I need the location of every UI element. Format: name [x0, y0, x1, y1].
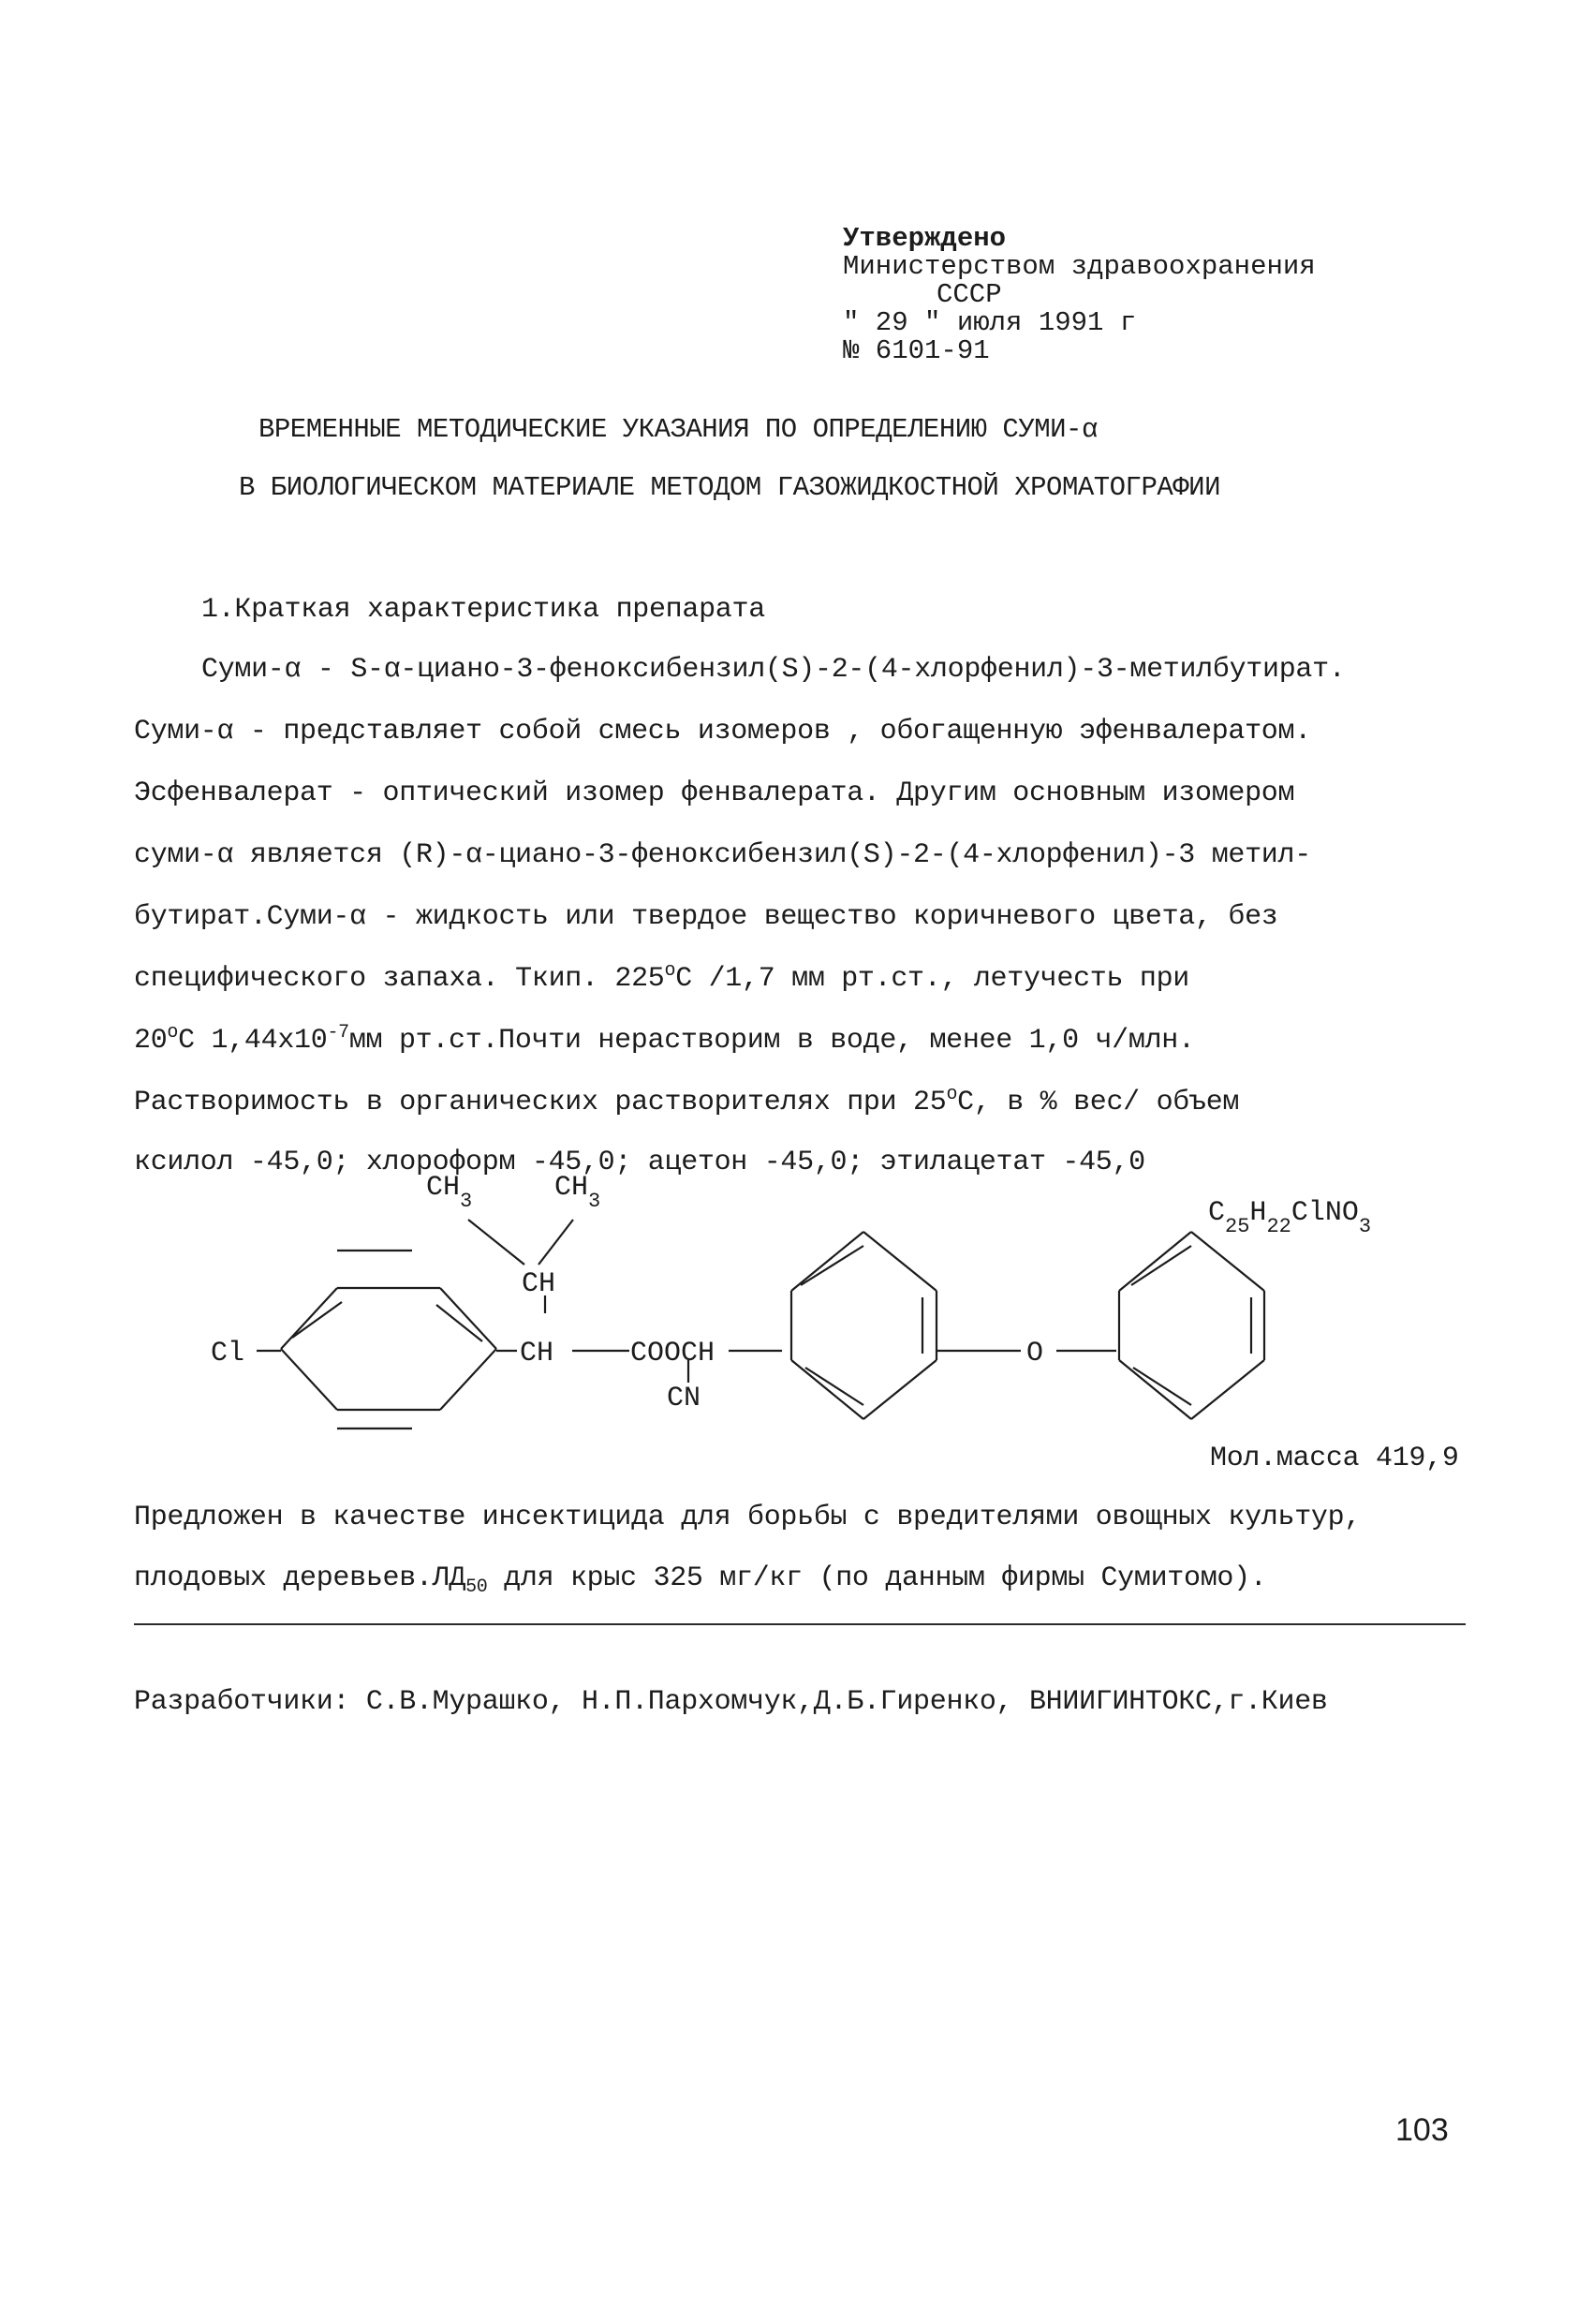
body-line-3: Эсфенвалерат - оптический изомер фенвалерата. Другим основным изомером — [134, 777, 1295, 809]
ch3-right-label: $CH_3$ — [554, 1172, 601, 1213]
body-line-4: суми-α является (R)-α-циано-3-феноксибензил(S)-2-(4-хлорфенил)-3 метил- — [134, 839, 1311, 871]
body-line-1: Суми-α - S-α-циано-3-феноксибензил(S)-2-(4-хлорфенил)-3-метилбутират. — [201, 654, 1346, 686]
ch-chain-label: CH — [520, 1338, 554, 1369]
page-number: 103 — [1395, 2112, 1449, 2148]
o-label: O — [1026, 1338, 1044, 1369]
page-title-line-1: ВРЕМЕННЫЕ МЕТОДИЧЕСКИЕ УКАЗАНИЯ ПО ОПРЕДЕЛЕНИЮ СУМИ-α — [258, 414, 1098, 445]
developers: Разработчики: С.В.Мурашко, Н.П.Пархомчук,Д.Б.Гиренко, ВНИИГИНТОКС,г.Киев — [134, 1686, 1328, 1718]
body-line-7: 20$^o$С $1,44х10^{-7}мм$ рт.ст.Почти нерастворим в воде, менее 1,0 ч/млн. — [134, 1022, 1195, 1057]
approval-line-3: СССР — [937, 279, 1002, 310]
body-line-2: Суми-α - представляет собой смесь изомеров , обогащенную эфенвалератом. — [134, 716, 1311, 748]
approval-line-5: № 6101-91 — [843, 335, 990, 366]
usage-line-1: Предложен в качестве инсектицида для борьбы с вредителями овощных культур, — [134, 1502, 1362, 1533]
approval-line-4: " 29 " июля 1991 г — [843, 307, 1137, 338]
mol-mass: Мол.масса 419,9 — [1210, 1443, 1459, 1474]
approval-line-1: Утверждено — [843, 223, 1007, 254]
body-line-9: ксилол -45,0; хлороформ -45,0; ацетон -45,0; этилацетат -45,0 — [134, 1147, 1145, 1178]
cooch-label: COOCH — [630, 1338, 715, 1369]
approval-line-2: Министерством здравоохранения — [843, 251, 1316, 282]
body-line-6: специфического запаха. Ткип. 225$^o$С /1,7 мм рт.ст., летучесть при — [134, 960, 1189, 995]
cn-label: CN — [667, 1383, 701, 1414]
divider-line — [134, 1623, 1466, 1625]
usage-line-2: плодовых $деревьев.ЛД_{50}$ для крыс 325 мг/кг (по данным фирмы Сумитомо). — [134, 1562, 1267, 1598]
ch3-left-label: $CH_3$ — [426, 1172, 473, 1213]
section-heading: 1.Краткая характеристика препарата — [201, 594, 765, 626]
page-title-line-2: В БИОЛОГИЧЕСКОМ МАТЕРИАЛЕ МЕТОДОМ ГАЗОЖИДКОСТНОЙ ХРОМАТОГРАФИИ — [239, 472, 1220, 503]
ch-label: CH — [522, 1268, 556, 1300]
body-line-5: бутират.Суми-α - жидкость или твердое вещество коричневого цвета, без — [134, 901, 1278, 933]
cl-label: Cl — [211, 1338, 245, 1369]
gross-formula: $C_{25}H_{22}ClNO_3$ — [1208, 1197, 1372, 1238]
body-line-8: Растворимость в органических растворителях при 25$^o$С, в % вес/ объем — [134, 1084, 1240, 1118]
